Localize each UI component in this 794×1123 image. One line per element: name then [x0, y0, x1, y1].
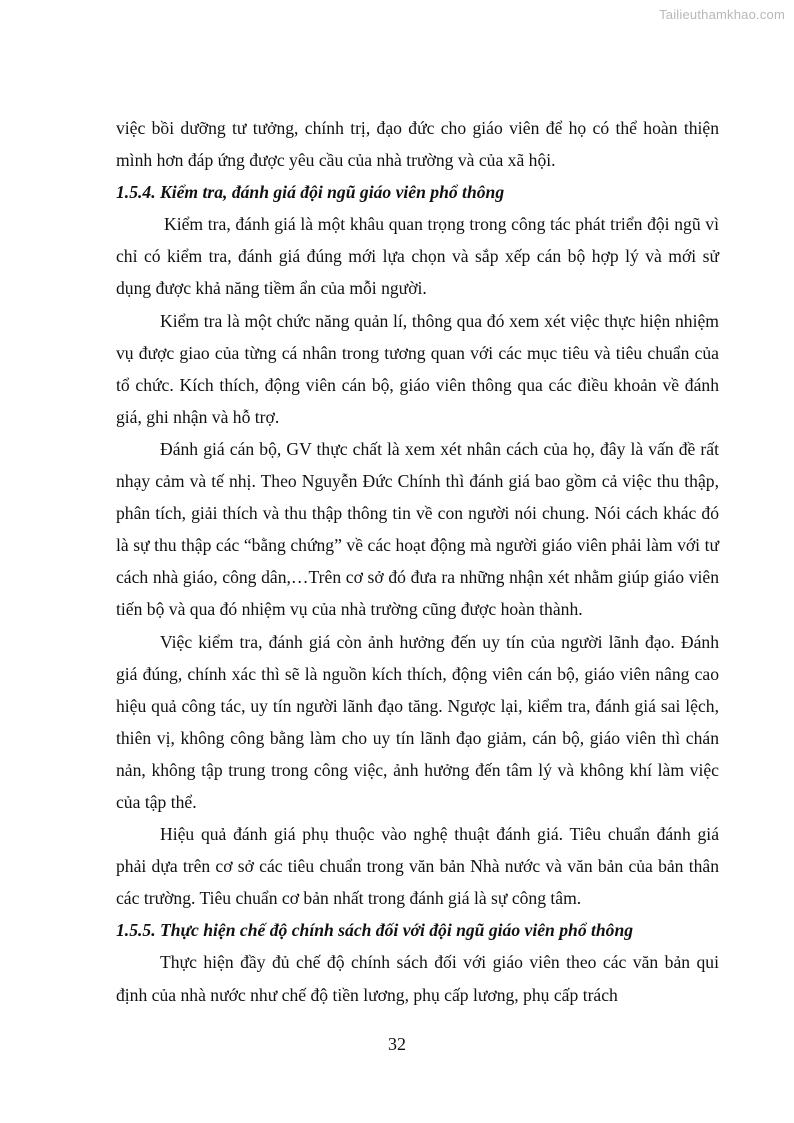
section-heading-1-5-5: 1.5.5. Thực hiện chế độ chính sách đối với đội ngũ giáo viên phổ thông [116, 920, 634, 941]
paragraph-evaluation-effectiveness: Hiệu quả đánh giá phụ thuộc vào nghệ thuật đánh giá. Tiêu chuẩn đánh giá phải dựa trên cơ sở các tiêu chuẩn trong văn bản Nhà nước và văn bản của bản thân các trường. Tiêu chuẩn cơ bản nhất trong đánh giá là sự công tâm. [116, 824, 719, 909]
paragraph-evaluation-nature: Đánh giá cán bộ, GV thực chất là xem xét nhân cách của họ, đây là vấn đề rất nhạy cảm và tế nhị. Theo Nguyễn Đức Chính thì đánh giá bao gồm cả việc thu thập, phân tích, giải thích và thu thập thông tin về con người nói chung. Nói cách khác đó là sự thu thập các “bằng chứng” về các hoạt động mà người giáo viên phải làm với tư cách nhà giáo, công dân,…Trên cơ sở đó đưa ra những nhận xét nhằm giúp giáo viên tiến bộ và qua đó nhiệm vụ của nhà trường cũng được hoàn thành. [116, 438, 719, 620]
paragraph-continuation: việc bồi dưỡng tư tưởng, chính trị, đạo đức cho giáo viên để họ có thể hoàn thiện mình hơn đáp ứng được yêu cầu của nhà trường và của xã hội. [116, 118, 719, 171]
paragraph-leader-reputation: Việc kiểm tra, đánh giá còn ảnh hưởng đến uy tín của người lãnh đạo. Đánh giá đúng, chính xác thì sẽ là nguồn kích thích, động viên cán bộ, giáo viên nâng cao hiệu quả công tác, uy tín người lãnh đạo tăng. Ngược lại, kiểm tra, đánh giá sai lệch, thiên vị, không công bằng làm cho uy tín lãnh đạo giảm, cán bộ, giáo viên thì chán nản, không tập trung trong công việc, ảnh hưởng đến tâm lý và không khí làm việc của tập thể. [116, 631, 719, 812]
page-number: 32 [388, 1034, 406, 1054]
watermark-text: Tailieuthamkhao.com [659, 7, 785, 22]
section-heading-1-5-4: 1.5.4. Kiểm tra, đánh giá đội ngũ giáo viên phổ thông [116, 182, 505, 203]
paragraph-inspection-function: Kiểm tra là một chức năng quản lí, thông qua đó xem xét việc thực hiện nhiệm vụ được giao của từng cá nhân trong tương quan với các mục tiêu và tiêu chuẩn của tổ chức. Kích thích, động viên cán bộ, giáo viên thông qua các điều khoản về đánh giá, ghi nhận và hỗ trợ. [116, 310, 719, 427]
paragraph-policy-implementation: Thực hiện đầy đủ chế độ chính sách đối với giáo viên theo các văn bản qui định của nhà nước như chế độ tiền lương, phụ cấp lương, phụ cấp trách [116, 952, 719, 1005]
paragraph-evaluation-intro: Kiểm tra, đánh giá là một khâu quan trọng trong công tác phát triển đội ngũ vì chỉ có kiểm tra, đánh giá đúng mới lựa chọn và sắp xếp cán bộ hợp lý và mới sử dụng được khả năng tiềm ẩn của mỗi người. [116, 214, 719, 299]
page-body [116, 112, 719, 1011]
